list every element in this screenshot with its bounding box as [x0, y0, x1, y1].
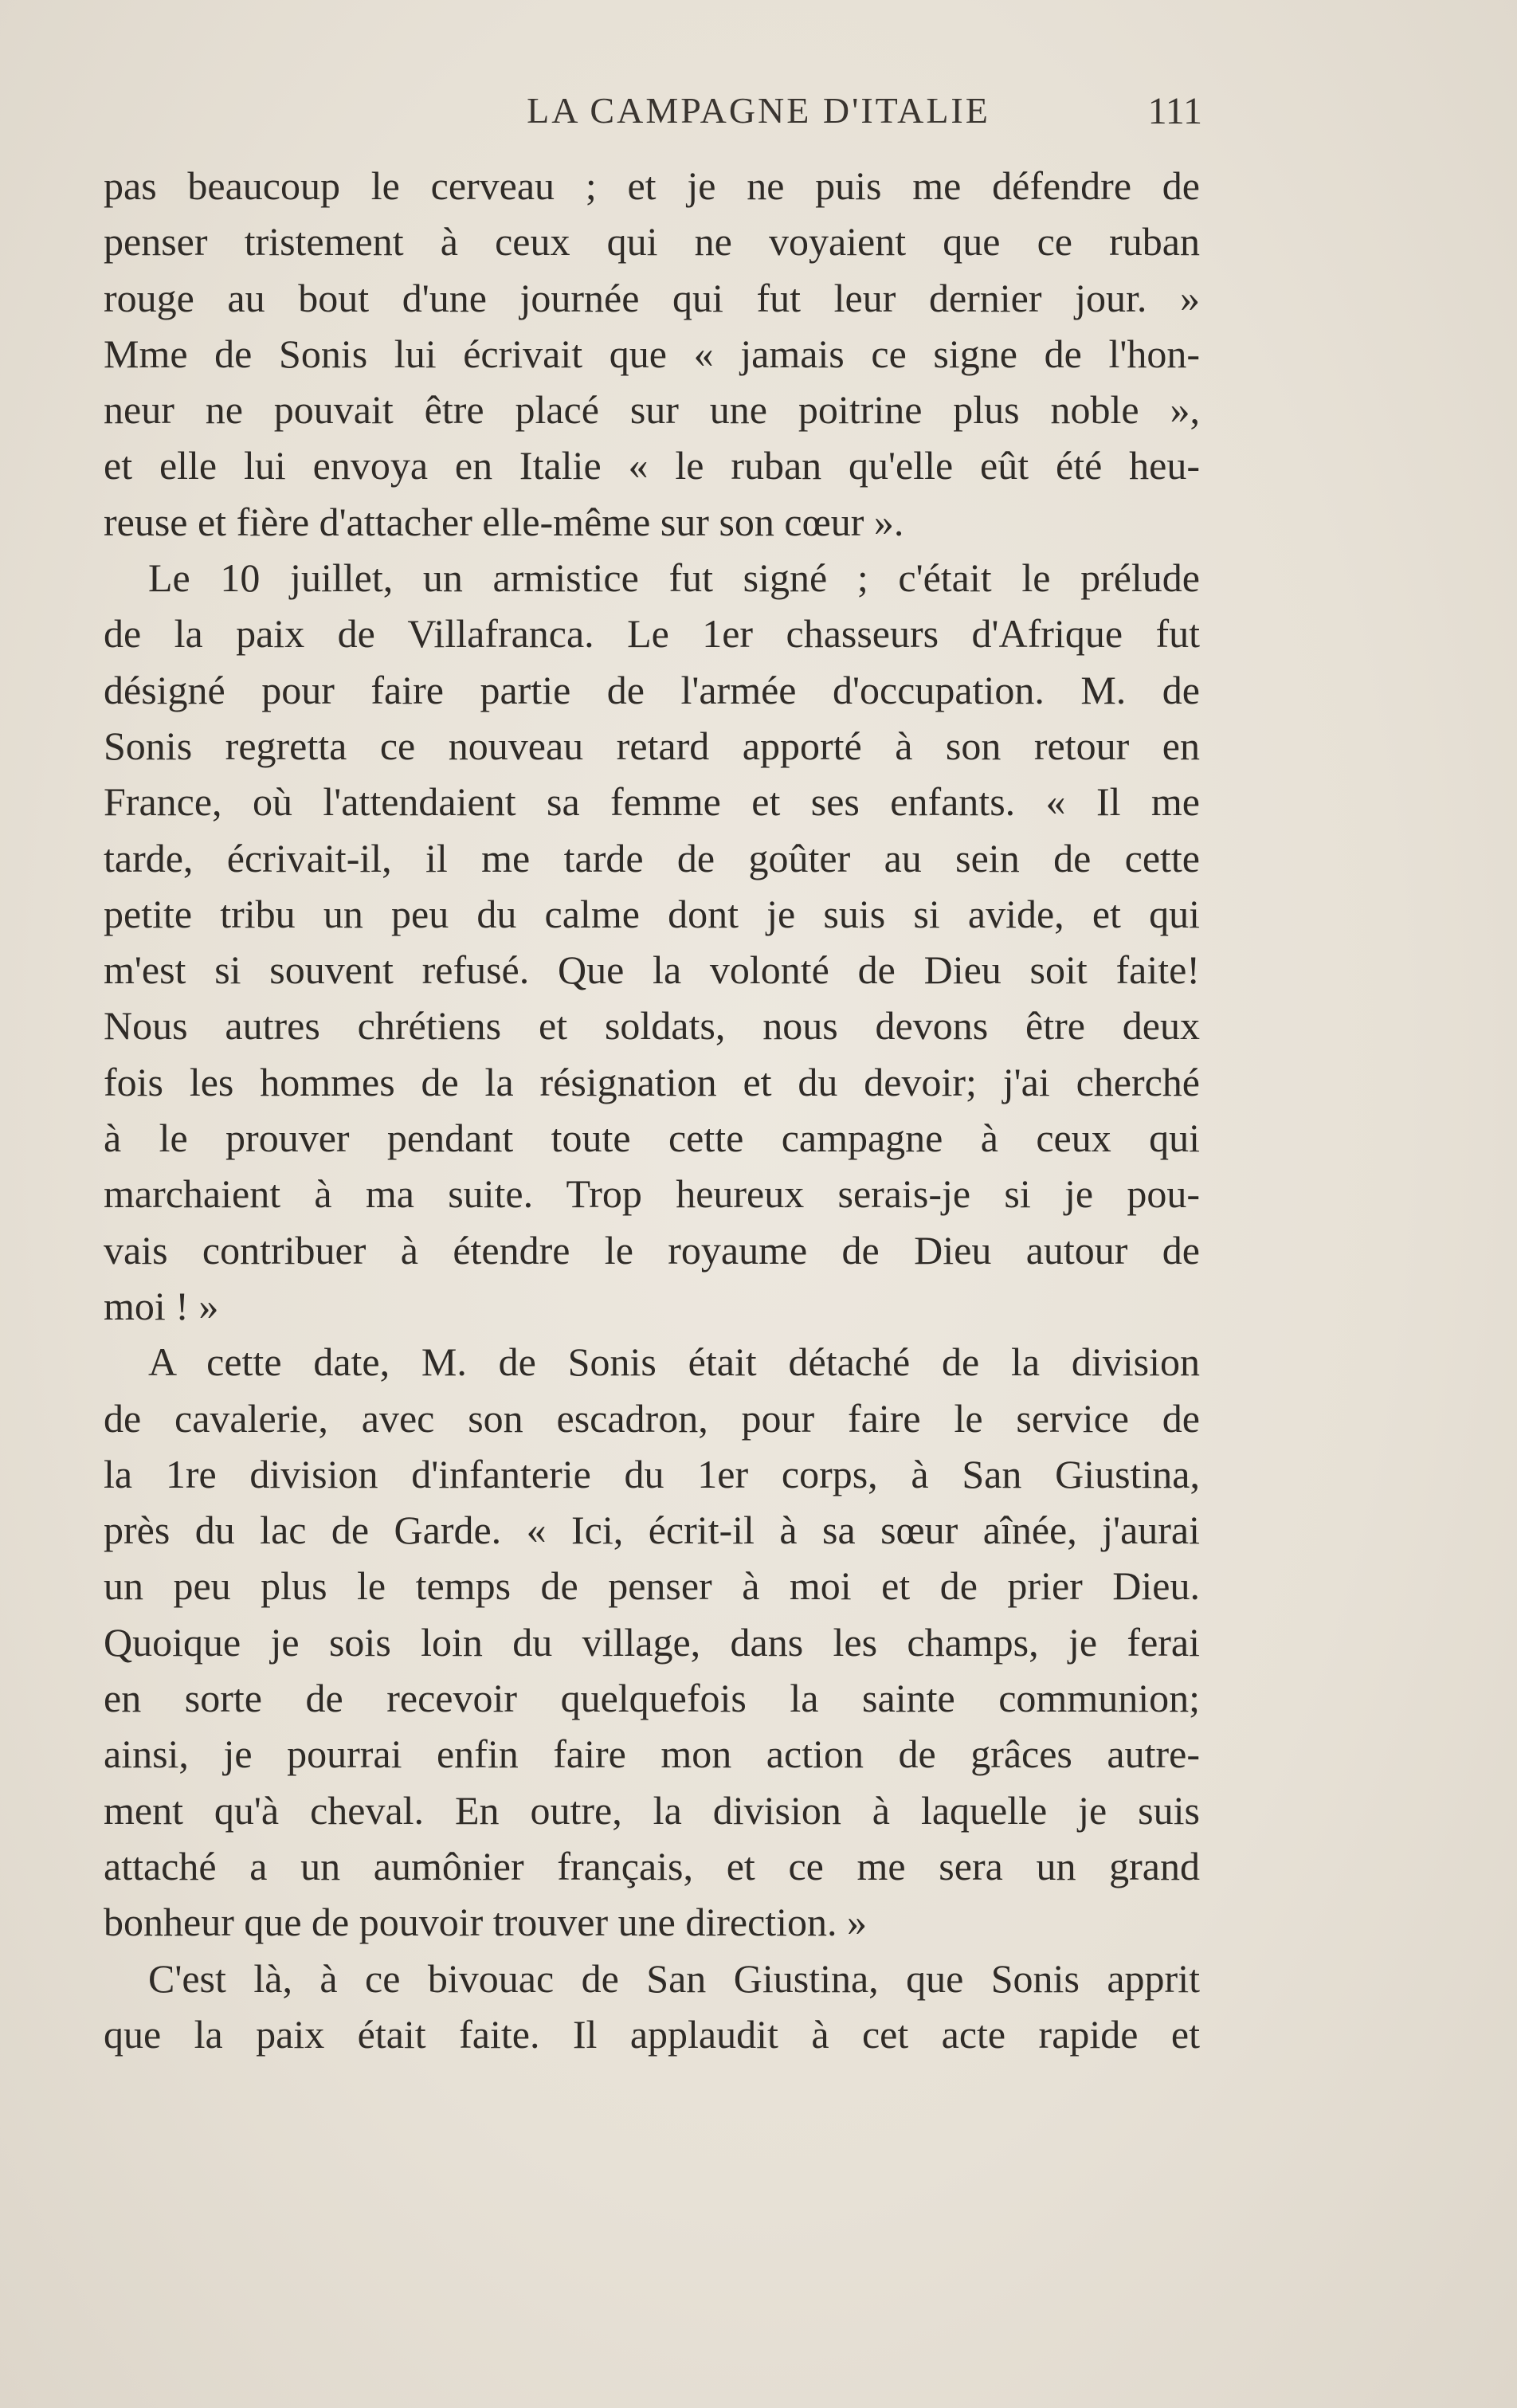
text-line: Nous autres chrétiens et soldats, nous devons être deux	[104, 1003, 1200, 1049]
text-line: la 1re division d'infanterie du 1er corps, à San Giustina,	[104, 1451, 1200, 1496]
body-text	[104, 158, 1200, 2062]
text-line: petite tribu un peu du calme dont je suis si avide, et qui	[104, 891, 1200, 936]
text-line: marchaient à ma suite. Trop heureux serais-je si je pou-	[104, 1171, 1200, 1217]
running-head	[0, 89, 1517, 137]
text-line: fois les hommes de la résignation et du devoir; j'ai cherché	[104, 1059, 1200, 1104]
text-line: m'est si souvent refusé. Que la volonté de Dieu soit faite!	[104, 947, 1200, 993]
text-line: ainsi, je pourrai enfin faire mon action de grâces autre-	[104, 1731, 1200, 1777]
text-line: vais contribuer à étendre le royaume de Dieu autour de	[104, 1227, 1200, 1273]
text-line: attaché a un aumônier français, et ce me sera un grand	[104, 1843, 1200, 1888]
text-line: de la paix de Villafranca. Le 1er chasseurs d'Afrique fut	[104, 611, 1200, 657]
text-line: pas beaucoup le cerveau ; et je ne puis me défendre de	[104, 163, 1200, 208]
text-line: Le 10 juillet, un armistice fut signé ; c'était le prélude	[148, 555, 1200, 601]
text-line: tarde, écrivait-il, il me tarde de goûter au sein de cette	[104, 835, 1200, 880]
text-line: penser tristement à ceux qui ne voyaient que ce ruban	[104, 219, 1200, 265]
text-line: en sorte de recevoir quelquefois la sainte communion;	[104, 1676, 1200, 1721]
text-line: Mme de Sonis lui écrivait que « jamais ce signe de l'hon-	[104, 331, 1200, 376]
text-line: à le prouver pendant toute cette campagne à ceux qui	[104, 1116, 1200, 1161]
text-line: A cette date, M. de Sonis était détaché de la division	[148, 1339, 1200, 1385]
text-line: désigné pour faire partie de l'armée d'occupation. M. de	[104, 667, 1200, 712]
text-line: reuse et fière d'attacher elle-même sur son cœur ».	[104, 499, 904, 544]
text-line: un peu plus le temps de penser à moi et de prier Dieu.	[104, 1563, 1200, 1609]
text-line: rouge au bout d'une journée qui fut leur dernier jour. »	[104, 275, 1200, 320]
text-line: de cavalerie, avec son escadron, pour faire le service de	[104, 1395, 1200, 1441]
text-line: que la paix était faite. Il applaudit à cet acte rapide et	[104, 2011, 1200, 2057]
running-title: LA CAMPAGNE D'ITALIE	[527, 90, 990, 131]
text-line: bonheur que de pouvoir trouver une direction. »	[104, 1900, 868, 1945]
text-line: C'est là, à ce bivouac de San Giustina, que Sonis apprit	[148, 1955, 1200, 2001]
text-line: Sonis regretta ce nouveau retard apporté à son retour en	[104, 723, 1200, 768]
text-line: neur ne pouvait être placé sur une poitrine plus noble »,	[104, 387, 1200, 433]
text-line: ment qu'à cheval. En outre, la division à laquelle je suis	[104, 1787, 1200, 1833]
text-line: Quoique je sois loin du village, dans les champs, je ferai	[104, 1619, 1200, 1665]
text-line: moi ! »	[104, 1283, 219, 1328]
text-line: et elle lui envoya en Italie « le ruban qu'elle eût été heu-	[104, 443, 1200, 488]
page-number: 111	[1147, 90, 1202, 132]
text-line: près du lac de Garde. « Ici, écrit-il à sa sœur aînée, j'aurai	[104, 1508, 1200, 1553]
text-line: France, où l'attendaient sa femme et ses enfants. « Il me	[104, 779, 1200, 825]
